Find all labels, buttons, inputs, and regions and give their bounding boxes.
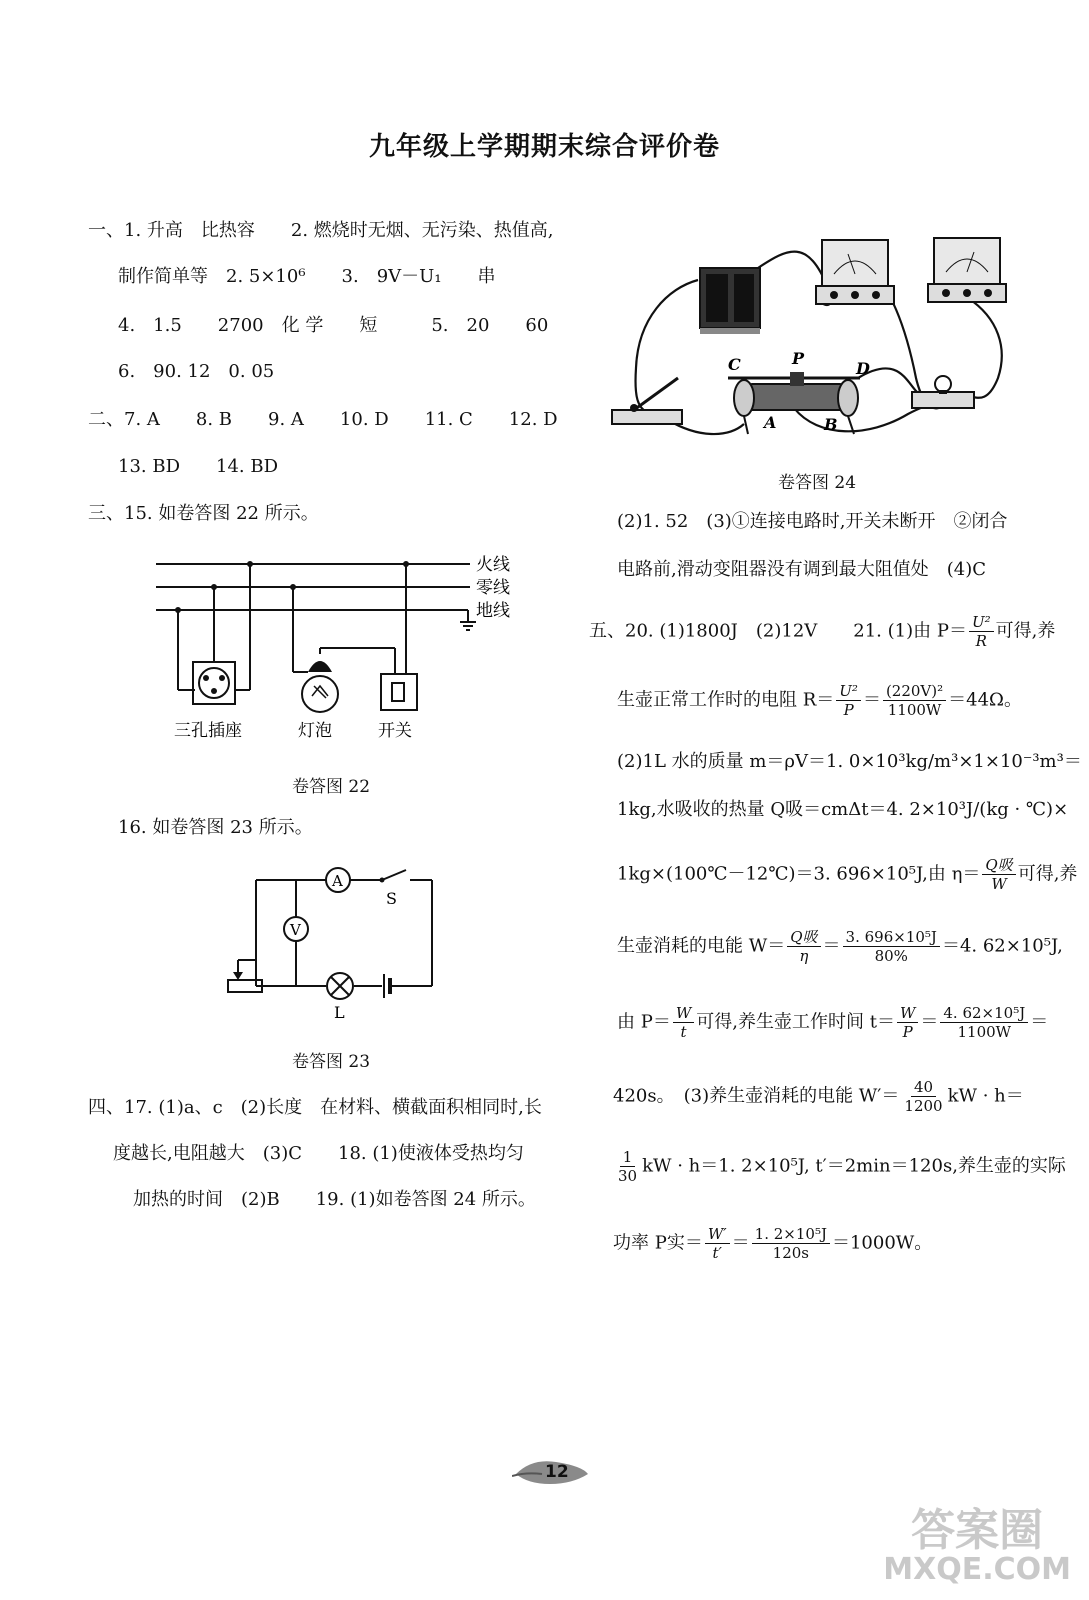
ammeter-symbol: A (332, 872, 343, 890)
figure-22-caption: 卷答图 22 (292, 777, 371, 797)
page-title: 九年级上学期期末综合评价卷 (368, 132, 720, 162)
terminal-b-label: B (824, 415, 838, 434)
answer-line-r7: 1kg×(100℃－12℃)＝3. 696×10⁵J,由 η＝ $\frac{\text{Q吸}}{W}$ 可得,养 (617, 856, 1078, 893)
switch-label: 开关 (378, 721, 412, 741)
slider-p-label: P (792, 349, 805, 368)
answer-line-3: 4. 1.5 2700 化 学 短 5. 20 60 (118, 315, 549, 336)
live-wire-label: 火线 (476, 555, 510, 575)
answer-line-r2: 电路前,滑动变阻器没有调到最大阻值处 (4)C (617, 559, 986, 580)
answer-line-7: 三、15. 如卷答图 22 所示。 (88, 503, 319, 524)
figure-24-apparatus (608, 228, 1028, 456)
answer-line-r10: 420s。 (3)养生壶消耗的电能 W′＝ $\frac{40}{1200}$ kW · h＝ (613, 1078, 1024, 1115)
answer-line-r8: 生壶消耗的电能 W＝ $\frac{\text{Q吸}}{\eta}$ ＝ $\frac{\text{3. 696×10⁵J}}{80\%}$ ＝4. 62×10⁵J, (617, 928, 1063, 965)
answer-line-r9: 由 P＝ $\frac{W}{t}$ 可得,养生壶工作时间 t＝ $\frac{W}{P}$ ＝ $\frac{\text{4. 62×10⁵J}}{1100W}$ ＝ (617, 1004, 1049, 1041)
figure-23-caption: 卷答图 23 (292, 1052, 371, 1072)
answer-line-5: 二、7. A 8. B 9. A 10. D 11. C 12. D (88, 409, 558, 430)
socket-label: 三孔插座 (174, 721, 242, 741)
answer-line-6: 13. BD 14. BD (118, 456, 279, 477)
page-number: 12 (545, 1462, 569, 1482)
answer-line-r4: 生壶正常工作时的电阻 R＝ $\frac{\text{U²}}{P}$ ＝ $\frac{\text{(220V)²}}{1100W}$ ＝44Ω。 (617, 682, 1022, 719)
answer-line-11: 加热的时间 (2)B 19. (1)如卷答图 24 所示。 (133, 1189, 536, 1210)
bulb-label: 灯泡 (298, 721, 332, 741)
lamp-l-label: L (334, 1003, 345, 1020)
switch-s-label: S (386, 889, 397, 908)
figure-22-household-circuit (150, 550, 530, 750)
terminal-c-label: C (728, 355, 741, 374)
answer-line-9: 四、17. (1)a、c (2)长度 在材料、横截面积相同时,长 (88, 1097, 542, 1118)
neutral-wire-label: 零线 (476, 578, 510, 598)
watermark-logo: 答案圈 MXQE.COM (883, 1505, 1071, 1587)
answer-line-8: 16. 如卷答图 23 所示。 (118, 817, 313, 838)
answer-line-2: 制作简单等 2. 5×10⁶ 3. 9V－U₁ 串 (118, 266, 496, 287)
answer-line-4: 6. 90. 12 0. 05 (118, 361, 275, 382)
answer-line-1: 一、1. 升高 比热容 2. 燃烧时无烟、无污染、热值高, (88, 220, 554, 241)
answer-line-r1: (2)1. 52 (3)①连接电路时,开关未断开 ②闭合 (617, 511, 1008, 532)
answer-line-r11: $\frac{1}{30}$ kW · h＝1. 2×10⁵J, t′＝2min＝120s,养生壶的实际 (618, 1148, 1066, 1185)
answer-line-r6: 1kg,水吸收的热量 Q吸＝cmΔt＝4. 2×10³J/(kg · ℃)× (617, 799, 1069, 820)
figure-24-caption: 卷答图 24 (778, 473, 857, 493)
figure-23-circuit (220, 860, 450, 1020)
ground-wire-label: 地线 (476, 601, 510, 621)
terminal-d-label: D (856, 359, 870, 378)
answer-line-r5: (2)1L 水的质量 m＝ρV＝1. 0×10³kg/m³×1×10⁻³m³＝ (617, 751, 1082, 772)
answer-line-r12: 功率 P实＝ $\frac{W'}{t'}$ ＝ $\frac{\text{1. 2×10⁵J}}{120s}$ ＝1000W。 (613, 1225, 933, 1262)
terminal-a-label: A (764, 413, 777, 432)
answer-line-10: 度越长,电阻越大 (3)C 18. (1)使液体受热均匀 (113, 1143, 524, 1164)
answer-line-r3: 五、20. (1)1800J (2)12V 21. (1)由 P＝ $\frac{\text{U²}}{R}$ 可得,养 (589, 613, 1056, 650)
voltmeter-symbol: V (290, 921, 301, 939)
